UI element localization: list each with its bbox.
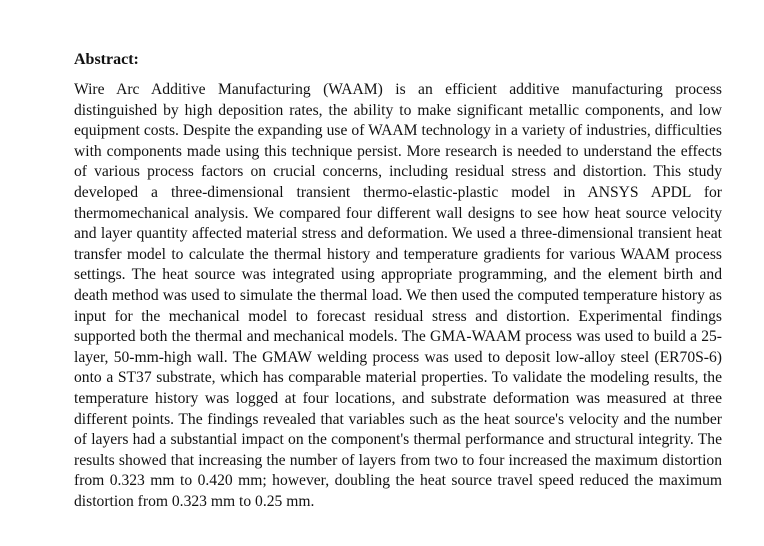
- abstract-heading: Abstract:: [74, 51, 139, 68]
- abstract-section: [74, 50, 722, 512]
- abstract-body: Wire Arc Additive Manufacturing (WAAM) is an efficient additive manufacturing process distinguished by high deposition rates, the ability to make significant metallic components, and low equipment costs. Despite the expanding use of WAAM technology in a variety of industries, difficulties with components made using this technique persist. More research is needed to understand the effects of various process factors on crucial concerns, including residual stress and distortion. This study developed a three-dimensional transient thermo-elastic-plastic model in ANSYS APDL for thermomechanical analysis. We compared four different wall designs to see how heat source velocity and layer quantity affected material stress and deformation. We used a three-dimensional transient heat transfer model to calculate the thermal history and temperature gradients for various WAAM process settings. The heat source was integrated using appropriate programming, and the element birth and death method was used to simulate the thermal load. We then used the computed temperature history as input for the mechanical model to forecast residual stress and distortion. Experimental findings supported both the thermal and mechanical models. The GMA-WAAM process was used to build a 25-layer, 50-mm-high wall. The GMAW welding process was used to deposit low-alloy steel (ER70S-6) onto a ST37 substrate, which has comparable material properties. To validate the modeling results, the temperature history was logged at four locations, and substrate deformation was measured at three different points. The findings revealed that variables such as the heat source's velocity and the number of layers had a substantial impact on the component's thermal performance and structural integrity. The results showed that increasing the number of layers from two to four increased the maximum distortion from 0.323 mm to 0.420 mm; however, doubling the heat source travel speed reduced the maximum distortion from 0.323 mm to 0.25 mm.: [74, 81, 722, 510]
